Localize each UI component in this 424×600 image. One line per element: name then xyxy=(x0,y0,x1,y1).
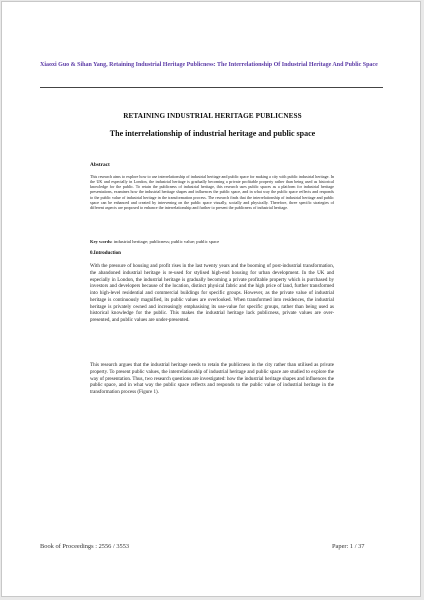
introduction-paragraph-2: This research argues that the industrial heritage needs to retain the publicness in the city rather than utilised as private property. To present public values, the interrelationship of industrial heritage and public space are studied to explore the way of presentation. Thus, two research questions are investigated: how the industrial heritage shapes and influences the public space, and in what way the public space reflects and responds to the public value of industrial heritage in the transformation process (Figure 1). xyxy=(90,362,334,395)
footer-page-number: Paper: 1 / 37 xyxy=(332,543,365,550)
keywords xyxy=(90,239,334,244)
introduction-heading: 0.Introduction xyxy=(90,251,121,256)
keywords-label: Key words: xyxy=(90,239,113,244)
document-page xyxy=(1,1,421,597)
introduction-paragraph-1: With the pressure of housing and profit rises in the last twenty years and the booming of post-industrial transformation, the abandoned industrial heritage is re-used for stylised high-end housing for urban development. In the UK and especially in London, the industrial heritage is gradually becoming a private profitable property which is purchased by investors and developers because of the location, distinct physical fabric and the high price of land, further transformed into high-level residential and commercial buildings for specific groups. However, as the private value of industrial heritage is continuously magnified, its public values are overlooked. When transformed into residences, the industrial heritage is privately owned and increasingly emphasising its use-value for specific groups, rather than being used as historical knowledge for the public. This makes the industrial heritage lack publicness, private values are over-presented, and public values are under-presented. xyxy=(90,263,334,323)
abstract-heading: Abstract xyxy=(90,162,110,168)
paper-subtitle: The interrelationship of industrial heritage and public space xyxy=(109,129,316,138)
paper-title: RETAINING INDUSTRIAL HERITAGE PUBLICNESS xyxy=(123,112,302,120)
footer-proceedings: Book of Proceedings : 2556 / 3553 xyxy=(40,543,130,550)
running-head: Xiaoxi Guo & Sihan Yang, Retaining Industrial Heritage Publicness: The Interrelationship Of Industrial Heritage And Public Space xyxy=(40,62,378,68)
header-rule xyxy=(40,87,383,88)
abstract-text: This research aims to explore how to use interrelationship of industrial heritage and public space for making a city with public industrial heritage. In the UK and especially in London, the industrial heritage is gradually becoming a private profitable property rather than being used as historical knowledge for the public. To retain the publicness of industrial heritage, this research uses public spaces as a platform for industrial heritage presentations, examines how the industrial heritage shapes and influences the public space, and in what way the public space reflects and responds to the public value of industrial heritage in the transformation process. The research finds that the interrelationship of industrial heritage and public space can be enhanced and created by intervening on the public space visually, socially and physically. Therefore, three specific strategies of different aspects are proposed to enhance the interrelationship and further to present the publicness of industrial heritage. xyxy=(90,174,334,210)
keywords-text: industrial heritage; publicness; public value; public space xyxy=(113,239,220,244)
